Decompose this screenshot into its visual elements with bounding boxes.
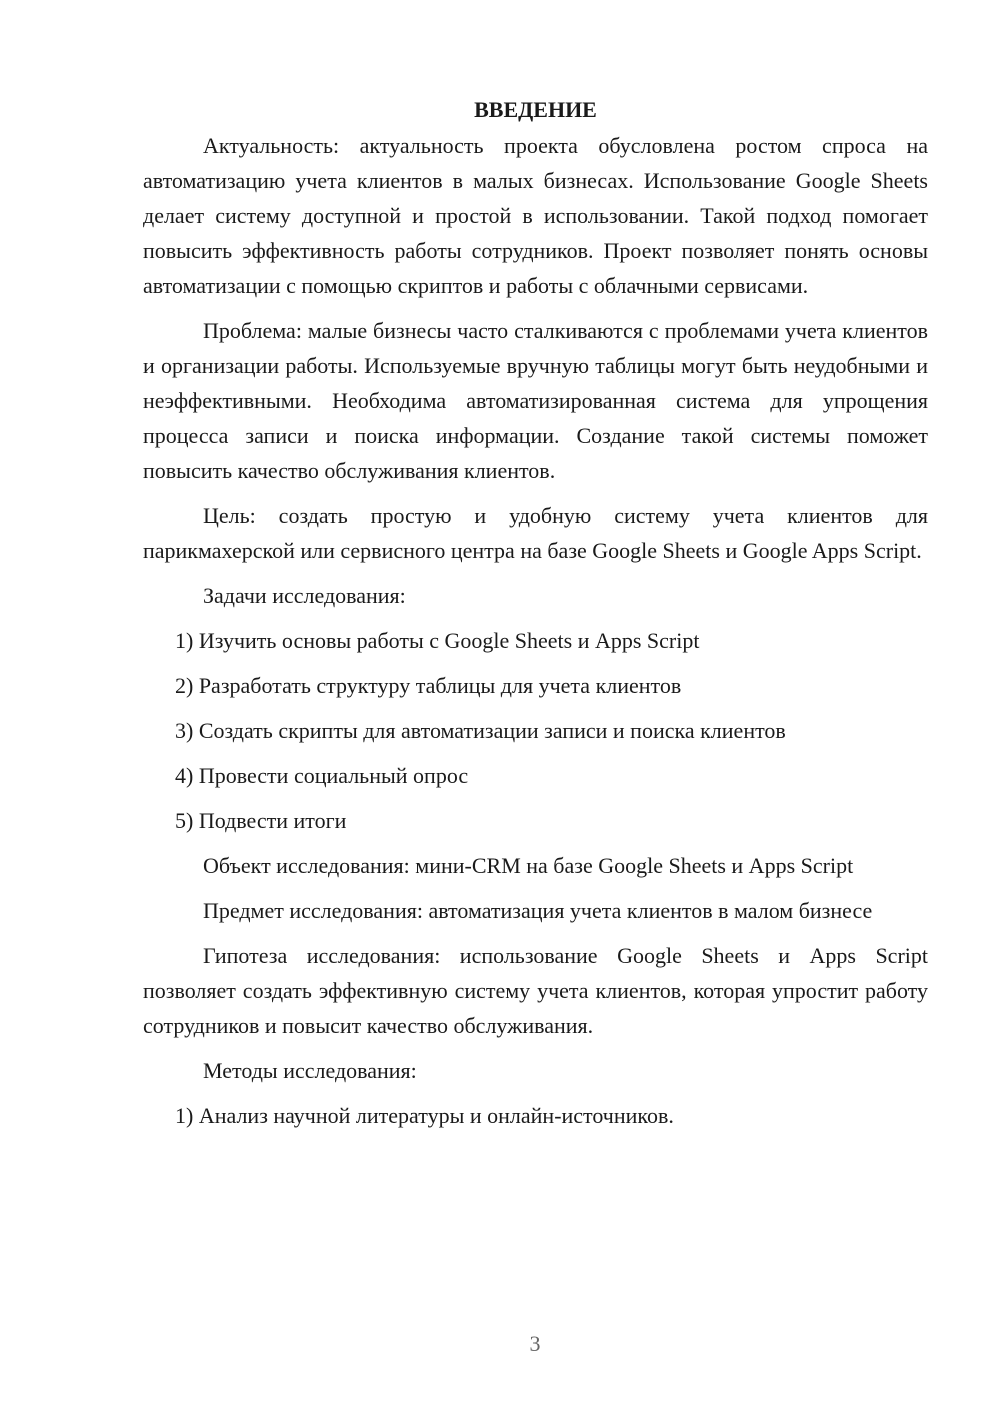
hypothesis-paragraph: Гипотеза исследования: использование Google Sheets и Apps Script позволяет создать эффективную систему учета клиентов, которая упростит работу сотрудников и повысит качество обслуживания. <box>143 943 928 1038</box>
object-paragraph: Объект исследования: мини-CRM на базе Google Sheets и Apps Script <box>203 853 854 878</box>
task-item-3: 3) Создать скрипты для автоматизации записи и поиска клиентов <box>175 718 786 743</box>
task-item-5: 5) Подвести итоги <box>175 808 347 833</box>
tasks-list <box>143 623 928 838</box>
methods-heading: Методы исследования: <box>203 1058 417 1083</box>
task-item-1: 1) Изучить основы работы с Google Sheets и Apps Script <box>175 628 700 653</box>
tasks-heading: Задачи исследования: <box>203 583 406 608</box>
page-title: ВВЕДЕНИЕ <box>474 97 597 122</box>
document-page <box>143 92 928 1143</box>
subject-paragraph: Предмет исследования: автоматизация учета клиентов в малом бизнесе <box>203 898 873 923</box>
page-number: 3 <box>529 1331 541 1356</box>
task-item-4: 4) Провести социальный опрос <box>175 763 469 788</box>
goal-paragraph: Цель: создать простую и удобную систему учета клиентов для парикмахерской или сервисного центра на базе Google Sheets и Google Apps Script. <box>143 503 928 563</box>
method-item-1: 1) Анализ научной литературы и онлайн-источников. <box>175 1103 674 1128</box>
task-item-2: 2) Разработать структуру таблицы для учета клиентов <box>175 673 682 698</box>
problem-paragraph: Проблема: малые бизнесы часто сталкиваются с проблемами учета клиентов и организации работы. Используемые вручную таблицы могут быть неудобными и неэффективными. Необходима автоматизированная система для упрощения процесса записи и поиска информации. Создание такой системы поможет повысить качество обслуживания клиентов. <box>143 318 928 483</box>
methods-list <box>143 1098 928 1133</box>
relevance-paragraph: Актуальность: актуальность проекта обусловлена ростом спроса на автоматизацию учета клиентов в малых бизнесах. Использование Google Sheets делает систему доступной и простой в использовании. Такой подход помогает повысить эффективность работы сотрудников. Проект позволяет понять основы автоматизации с помощью скриптов и работы с облачными сервисами. <box>143 133 928 298</box>
